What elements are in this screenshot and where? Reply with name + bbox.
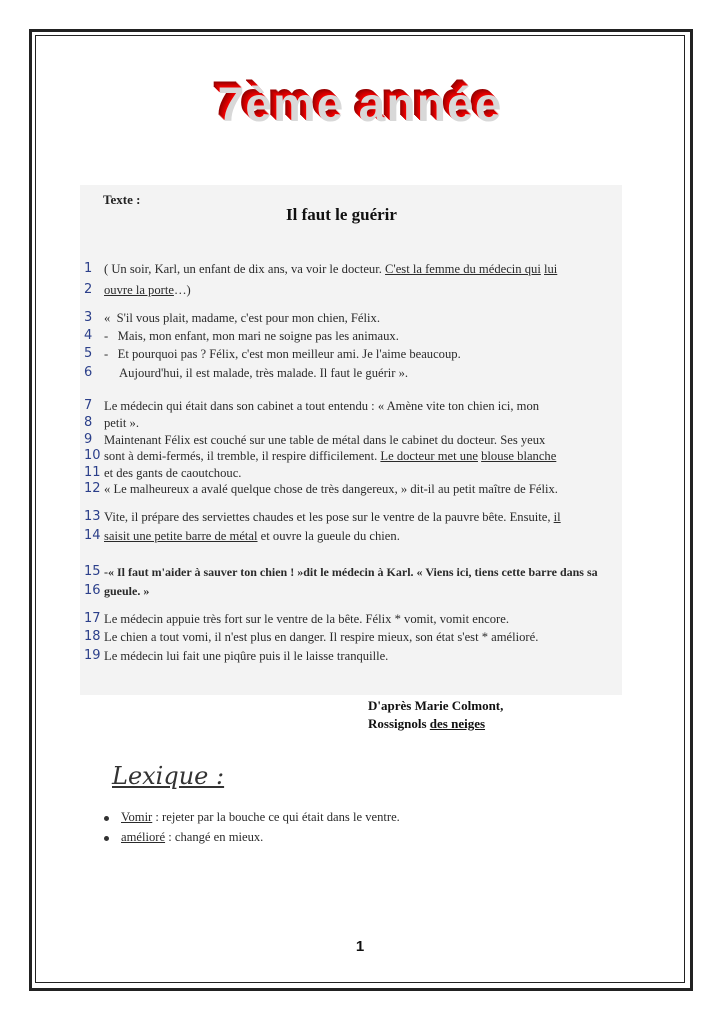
text-segment: et des gants de caoutchouc. bbox=[104, 466, 242, 480]
underlined-text: blouse blanche bbox=[481, 449, 557, 463]
text-segment: Le médecin appuie très fort sur le ventre de la bête. Félix * vomit, vomit encore. bbox=[104, 612, 509, 626]
handwritten-line-number: 5 bbox=[84, 346, 93, 361]
handwritten-line-number: 4 bbox=[84, 328, 93, 343]
text-segment: « Le malheureux a avalé quelque chose de très dangereux, » dit-il au petit maître de Félix. bbox=[104, 482, 558, 496]
author-line: D'après Marie Colmont, bbox=[368, 698, 504, 713]
handwritten-line-number: 16 bbox=[84, 583, 101, 598]
lexique-definition: : rejeter par la bouche ce qui était dans le ventre. bbox=[152, 810, 400, 824]
text-segment: Le médecin qui était dans son cabinet a tout entendu : « Amène vite ton chien ici, mon bbox=[104, 399, 540, 413]
handwritten-line-number: 9 bbox=[84, 432, 93, 447]
book-title bbox=[368, 716, 485, 732]
text-line bbox=[104, 366, 408, 381]
handwritten-line-number: 11 bbox=[84, 465, 101, 480]
lexique-item bbox=[104, 830, 263, 845]
text-line bbox=[104, 283, 191, 298]
text-segment: sont à demi-fermés, il tremble, il respire difficilement. bbox=[104, 449, 381, 463]
text-line bbox=[104, 347, 461, 362]
handwritten-line-number: 12 bbox=[84, 481, 101, 496]
bullet-icon bbox=[104, 816, 109, 821]
text-segment: Le chien a tout vomi, il n'est plus en danger. Il respire mieux, son état s'est * amélioré. bbox=[104, 630, 539, 644]
underlined-text: ouvre la porte bbox=[104, 283, 174, 297]
text-line bbox=[104, 399, 539, 414]
text-line bbox=[104, 649, 388, 664]
text-segment: petit ». bbox=[104, 416, 139, 430]
underlined-text: C'est la femme du médecin qui bbox=[385, 262, 541, 276]
handwritten-line-number: 18 bbox=[84, 629, 101, 644]
handwritten-line-number: 8 bbox=[84, 415, 93, 430]
handwritten-line-number: 6 bbox=[84, 365, 93, 380]
lexique-heading: Lexique : bbox=[112, 762, 225, 790]
text-segment: - Et pourquoi pas ? Félix, c'est mon meilleur ami. Je l'aime beaucoup. bbox=[104, 347, 461, 361]
text-line bbox=[104, 449, 556, 464]
text-line bbox=[104, 529, 400, 544]
handwritten-line-number: 2 bbox=[84, 282, 93, 297]
lexique-word: Vomir bbox=[121, 810, 153, 824]
text-line bbox=[104, 630, 538, 645]
text-segment: ( Un soir, Karl, un enfant de dix ans, va voir le docteur. bbox=[104, 262, 386, 276]
lexique-definition: : changé en mieux. bbox=[165, 830, 264, 844]
handwritten-line-number: 17 bbox=[84, 611, 101, 626]
text-line bbox=[104, 612, 509, 627]
handwritten-line-number: 14 bbox=[84, 528, 101, 543]
handwritten-line-number: 10 bbox=[84, 448, 101, 463]
text-segment: Maintenant Félix est couché sur une table de métal dans le cabinet du docteur. Ses yeux bbox=[104, 433, 546, 447]
text-line bbox=[104, 433, 545, 448]
underlined-text: Le docteur met une bbox=[380, 449, 478, 463]
text-line bbox=[104, 584, 149, 599]
page-number: 1 bbox=[355, 938, 365, 955]
text-line bbox=[104, 416, 139, 431]
text-line bbox=[104, 466, 241, 481]
lexique-word: amélioré bbox=[121, 830, 166, 844]
text-segment: Aujourd'hui, il est malade, très malade. Il faut le guérir ». bbox=[104, 366, 409, 380]
text-line bbox=[104, 482, 558, 497]
text-line bbox=[104, 262, 557, 277]
text-segment: « S'il vous plait, madame, c'est pour mon chien, Félix. bbox=[104, 311, 380, 325]
handwritten-line-number: 13 bbox=[84, 509, 101, 524]
handwritten-line-number: 19 bbox=[84, 648, 101, 663]
text-segment: et ouvre la gueule du chien. bbox=[257, 529, 400, 543]
text-line bbox=[104, 311, 380, 326]
handwritten-line-number: 3 bbox=[84, 310, 93, 325]
text-segment: Le médecin lui fait une piqûre puis il le laisse tranquille. bbox=[104, 649, 389, 663]
text-line bbox=[104, 565, 598, 580]
text-title: Il faut le guérir bbox=[286, 205, 397, 224]
texte-label: Texte : bbox=[103, 192, 141, 207]
underlined-text: il bbox=[553, 510, 561, 524]
text-line bbox=[104, 510, 561, 525]
underlined-text: saisit une petite barre de métal bbox=[104, 529, 258, 543]
text-line bbox=[104, 329, 399, 344]
text-segment: Vite, il prépare des serviettes chaudes et les pose sur le ventre de la pauvre bête. Ensuite, bbox=[104, 510, 554, 524]
bullet-icon bbox=[104, 836, 109, 841]
book-title-b: des neiges bbox=[429, 716, 486, 731]
text-segment: gueule. » bbox=[104, 584, 150, 598]
handwritten-line-number: 1 bbox=[84, 261, 93, 276]
text-segment: …) bbox=[173, 283, 191, 297]
handwritten-line-number: 15 bbox=[84, 564, 101, 579]
text-segment: -« Il faut m'aider à sauver ton chien ! »dit le médecin à Karl. « Viens ici, tiens cette barre dans sa bbox=[104, 565, 598, 579]
book-title-a: Rossignols bbox=[368, 716, 430, 731]
handwritten-line-number: 7 bbox=[84, 398, 93, 413]
underlined-text: lui bbox=[544, 262, 558, 276]
lexique-item bbox=[104, 810, 400, 825]
text-segment: - Mais, mon enfant, mon mari ne soigne pas les animaux. bbox=[104, 329, 399, 343]
grade-title: 7ème année bbox=[217, 79, 503, 132]
